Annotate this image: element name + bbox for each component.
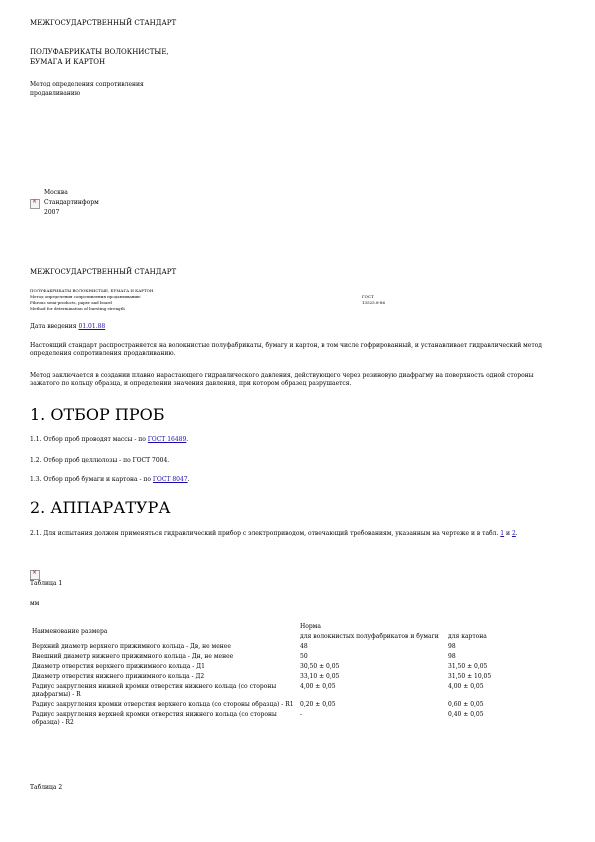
- intro-date-label: Дата введения: [30, 323, 77, 330]
- row-value-2: 0,40 ± 0,05: [448, 711, 484, 718]
- gost-8047-link[interactable]: ГОСТ 8047: [152, 476, 188, 483]
- row-value-2: 4,00 ± 0,05: [448, 683, 484, 690]
- section1-item-text: 1.1. Отбор проб проводят массы - по: [30, 436, 148, 443]
- section1-item-text: 1.2. Отбор проб целлюлозы - по ГОСТ 7004.: [30, 457, 170, 464]
- row-name: Радиус закругления нижней кромки отверстия нижнего кольца (со стороны диафрагмы) - R: [32, 683, 277, 698]
- table-row: [30, 710, 570, 728]
- table1-caption: Таблица 1: [30, 580, 63, 587]
- table1: [30, 622, 570, 728]
- table-row: [30, 672, 570, 682]
- row-value-2: 98: [448, 653, 456, 660]
- row-value-2: 0,60 ± 0,05: [448, 701, 484, 708]
- cover-title-line2: БУМАГА И КАРТОН: [30, 58, 106, 66]
- cover-subtitle-line1: Метод определения сопротивления: [30, 81, 144, 88]
- row-value-2: 98: [448, 643, 456, 650]
- section2-paragraph-tail: .: [515, 530, 518, 537]
- row-name: Диаметр отверстия верхнего прижимного кольца - Д1: [32, 663, 205, 670]
- table-row: [30, 682, 570, 700]
- header-small-line1: ПОЛУФАБРИКАТЫ ВОЛОКНИСТЫЕ, БУМАГА И КАРТОН: [30, 288, 154, 293]
- header-small-line4: Method for determination of bursting strength: [30, 306, 125, 311]
- gost-number: 13525.8-86: [362, 300, 385, 305]
- cover-publisher: Стандартинформ: [44, 199, 99, 206]
- table-row: [30, 662, 570, 672]
- col-sub2-header: для картона: [448, 633, 487, 640]
- intro-paragraph-2: Метод заключается в создании плавно нарастающего гидравлического давления, действующего через резиновую диафрагму на поверхность одной стороны зажатого по кольцу образца, и определении значения давления, при котором образец разрушается.: [30, 372, 534, 387]
- section2-heading: 2. АППАРАТУРА: [30, 498, 171, 517]
- row-name: Диаметр отверстия нижнего прижимного кольца - Д2: [32, 673, 205, 680]
- section1-heading: 1. ОТБОР ПРОБ: [30, 405, 165, 424]
- section2-paragraph: [30, 530, 565, 538]
- section2-paragraph-mid: и: [504, 530, 512, 537]
- section1-item: [30, 476, 190, 484]
- broken-image-icon: ×: [30, 199, 40, 209]
- row-name: Радиус закругления кромки отверстия верхнего кольца (со стороны образца) - R1: [32, 701, 294, 708]
- header-standard-type: МЕЖГОСУДАРСТВЕННЫЙ СТАНДАРТ: [30, 268, 177, 276]
- section1-item: [30, 436, 188, 444]
- table2-caption: Таблица 2: [30, 784, 63, 791]
- table1-unit: мм: [30, 600, 40, 607]
- cover-subtitle-line2: продавливанию: [30, 90, 81, 97]
- cover-standard-type: МЕЖГОСУДАРСТВЕННЫЙ СТАНДАРТ: [30, 19, 177, 27]
- table-row: [30, 700, 570, 710]
- section1-item-tail: .: [187, 476, 190, 483]
- row-name: Радиус закругления верхней кромки отверстия нижнего кольца (со стороны образца) - R2: [32, 711, 277, 726]
- col-sub1-header: для волокнистых полуфабрикатов и бумаги: [300, 633, 439, 640]
- drawing-image-icon: ×: [30, 570, 40, 580]
- intro-paragraph-1: Настоящий стандарт распространяется на волокнистые полуфабрикаты, бумагу и картон, в том числе гофрированный, и устанавливает гидравлический метод определения сопротивления продавливанию.: [30, 342, 542, 357]
- col-name-header: Наименование размера: [32, 628, 108, 635]
- gost-16489-link[interactable]: ГОСТ 16489: [147, 436, 187, 443]
- row-value-2: 31,50 ± 10,05: [448, 673, 492, 680]
- row-value-1: 50: [300, 653, 308, 660]
- intro-date-link[interactable]: 01.01.88: [78, 323, 106, 330]
- header-small-line3: Fibrous semi-products, paper and board: [30, 300, 112, 305]
- section2-paragraph-text: 2.1. Для испытания должен применяться гидравлический прибор с электроприводом, отвечающий требованиям, указанным на чертеже и в табл.: [30, 530, 501, 537]
- gost-label: ГОСТ: [362, 294, 374, 299]
- table2-link[interactable]: 2: [511, 530, 516, 537]
- cover-city: Москва: [44, 189, 68, 196]
- section1-item: [30, 457, 169, 465]
- row-name: Внешний диаметр нижнего прижимного кольца - Дн, не менее: [32, 653, 234, 660]
- row-value-1: -: [300, 711, 303, 718]
- table1-link[interactable]: 1: [500, 530, 505, 537]
- col-norm-header: Норма: [300, 623, 321, 630]
- intro-date: [30, 323, 105, 331]
- section1-item-tail: .: [186, 436, 189, 443]
- table-header-row: [30, 622, 570, 632]
- row-value-1: 48: [300, 643, 308, 650]
- row-value-1: 30,50 ± 0,05: [300, 663, 340, 670]
- row-value-1: 0,20 ± 0,05: [300, 701, 336, 708]
- cover-title-line1: ПОЛУФАБРИКАТЫ ВОЛОКНИСТЫЕ,: [30, 48, 169, 56]
- row-value-1: 33,10 ± 0,05: [300, 673, 340, 680]
- row-value-1: 4,00 ± 0,05: [300, 683, 336, 690]
- table-row: [30, 652, 570, 662]
- table-row: [30, 642, 570, 652]
- section1-item-text: 1.3. Отбор проб бумаги и картона - по: [30, 476, 153, 483]
- row-value-2: 31,50 ± 0,05: [448, 663, 488, 670]
- cover-year: 2007: [44, 209, 60, 216]
- header-small-line2: Метод определения сопротивления продавливанию: [30, 294, 141, 299]
- row-name: Верхний диаметр верхнего прижимного кольца - Дв, не менее: [32, 643, 231, 650]
